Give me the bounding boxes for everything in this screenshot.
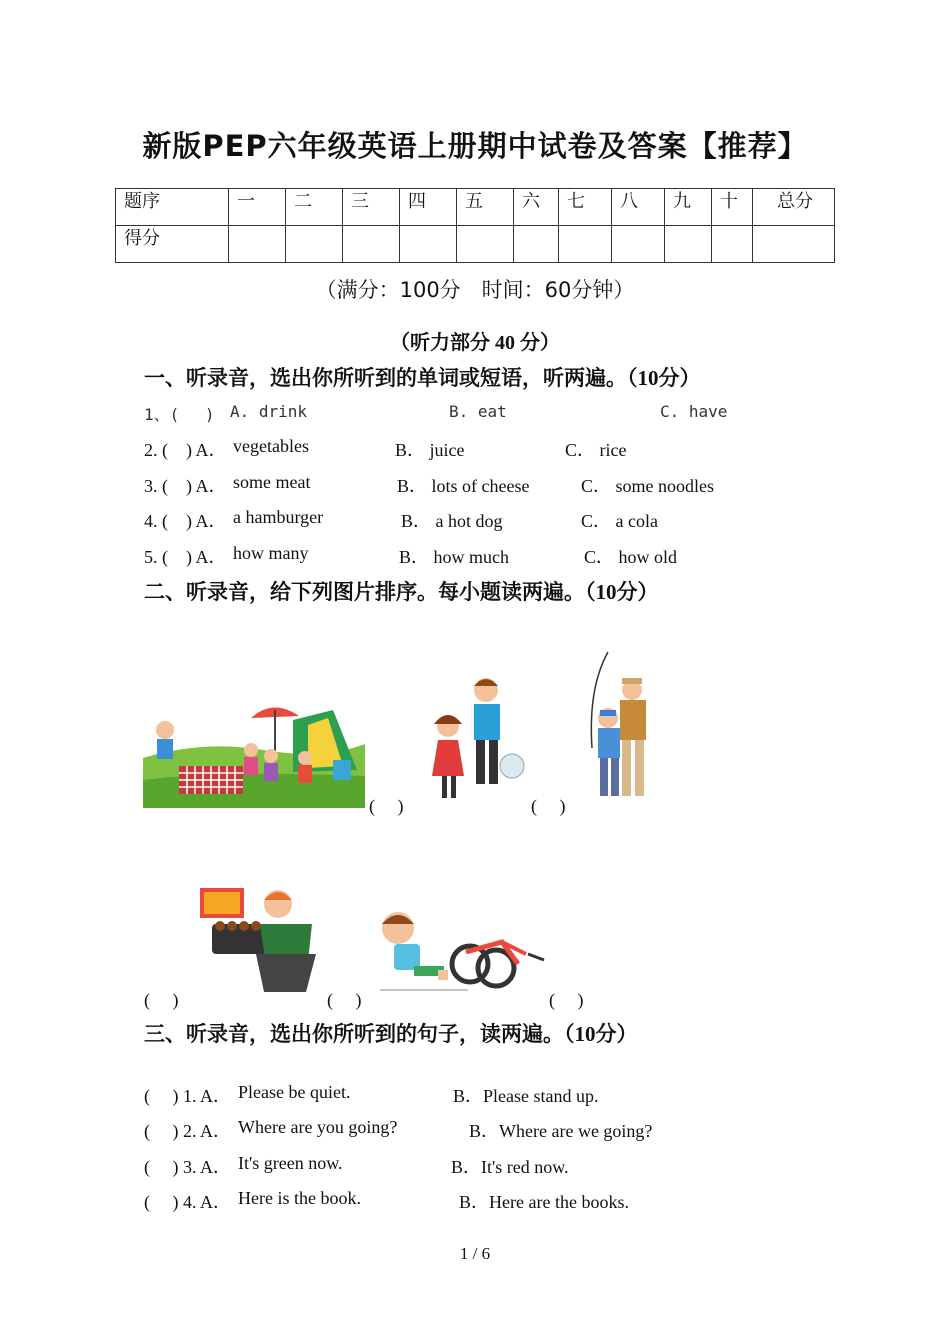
s3-q1-number: ( ) 1. A． (144, 1086, 231, 1106)
q3-number: 3. ( ) A． (144, 476, 227, 496)
score-cell[interactable] (229, 226, 286, 263)
header-cell: 一 (229, 189, 286, 226)
s3-q3-option-b[interactable]: B．It's red now. (451, 1157, 569, 1177)
score-cell[interactable] (514, 226, 559, 263)
q3-option-a[interactable]: some meat (233, 472, 311, 492)
q4-number: 4. ( ) A． (144, 511, 227, 531)
q3-option-c[interactable]: C． some noodles (581, 476, 714, 496)
header-cell: 四 (400, 189, 457, 226)
section1-heading: 一、听录音，选出你所听到的单词或短语，听两遍。（10分） (144, 366, 701, 390)
score-row-label: 得分 (116, 226, 229, 263)
s3-q2-option-b[interactable]: B．Where are we going? (469, 1121, 653, 1141)
section2-heading: 二、听录音，给下列图片排序。每小题读两遍。（10分） (144, 580, 659, 604)
section3-heading: 三、听录音，选出你所听到的句子，读两遍。（10分） (144, 1022, 638, 1046)
score-cell[interactable] (343, 226, 400, 263)
header-cell: 八 (612, 189, 665, 226)
picture2-answer-blank[interactable]: ( ) (531, 796, 566, 816)
header-cell: 十 (712, 189, 753, 226)
score-cell[interactable] (457, 226, 514, 263)
q2-option-b[interactable]: B． juice (395, 440, 465, 460)
s3-q1-option-b[interactable]: B．Please stand up. (453, 1086, 599, 1106)
header-cell: 六 (514, 189, 559, 226)
score-table-header-row (116, 189, 835, 226)
picture5-answer-blank[interactable]: ( ) (327, 990, 362, 1010)
score-table-score-row (116, 226, 835, 263)
score-cell[interactable] (612, 226, 665, 263)
q4-option-b[interactable]: B． a hot dog (401, 511, 503, 531)
s3-q3-option-a[interactable]: It's green now. (238, 1153, 343, 1173)
q1-option-a[interactable]: A. drink (230, 402, 308, 421)
score-cell[interactable] (665, 226, 712, 263)
exam-meta: （满分：100分 时间：60分钟） (315, 278, 635, 302)
q5-option-b[interactable]: B． how much (399, 547, 509, 567)
s3-q2-number: ( ) 2. A． (144, 1121, 231, 1141)
header-cell: 三 (343, 189, 400, 226)
page-title: 新版PEP六年级英语上册期中试卷及答案【推荐】 (142, 129, 808, 163)
bike-fall-picture (378, 904, 546, 996)
header-cell: 二 (286, 189, 343, 226)
q2-option-c[interactable]: C． rice (565, 440, 627, 460)
q2-number: 2. ( ) A． (144, 440, 227, 460)
header-cell: 题序 (116, 189, 229, 226)
score-cell[interactable] (286, 226, 343, 263)
header-cell: 七 (559, 189, 612, 226)
s3-q3-number: ( ) 3. A． (144, 1157, 231, 1177)
q5-number: 5. ( ) A． (144, 547, 227, 567)
page-number: 1 / 6 (459, 1244, 491, 1263)
header-cell: 五 (457, 189, 514, 226)
score-cell[interactable] (753, 226, 835, 263)
q2-option-a[interactable]: vegetables (233, 436, 309, 456)
q3-option-b[interactable]: B． lots of cheese (397, 476, 530, 496)
s3-q2-option-a[interactable]: Where are you going? (238, 1117, 398, 1137)
picture6-answer-blank[interactable]: ( ) (549, 990, 584, 1010)
s3-q4-number: ( ) 4. A． (144, 1192, 231, 1212)
q1-option-b[interactable]: B. eat (449, 402, 507, 421)
q1-number: 1、( ) (144, 405, 215, 424)
s3-q4-option-a[interactable]: Here is the book. (238, 1188, 361, 1208)
cinema-picture (196, 884, 320, 996)
score-cell[interactable] (400, 226, 457, 263)
picnic-picture (143, 700, 365, 808)
q4-option-c[interactable]: C． a cola (581, 511, 658, 531)
q5-option-c[interactable]: C． how old (584, 547, 678, 567)
score-cell[interactable] (712, 226, 753, 263)
score-table (115, 188, 835, 263)
s3-q1-option-a[interactable]: Please be quiet. (238, 1082, 351, 1102)
header-cell: 九 (665, 189, 712, 226)
q1-option-c[interactable]: C. have (660, 402, 728, 421)
header-cell: 总分 (753, 189, 835, 226)
picture1-answer-blank[interactable]: ( ) (369, 796, 404, 816)
q4-option-a[interactable]: a hamburger (233, 507, 324, 527)
s3-q4-option-b[interactable]: B．Here are the books. (459, 1192, 629, 1212)
picture4-answer-blank[interactable]: ( ) (144, 990, 179, 1010)
fishing-picture (584, 648, 656, 804)
q5-option-a[interactable]: how many (233, 543, 309, 563)
score-cell[interactable] (559, 226, 612, 263)
listening-subtitle: （听力部分 40 分） (390, 332, 560, 354)
shopping-picture (420, 676, 530, 804)
